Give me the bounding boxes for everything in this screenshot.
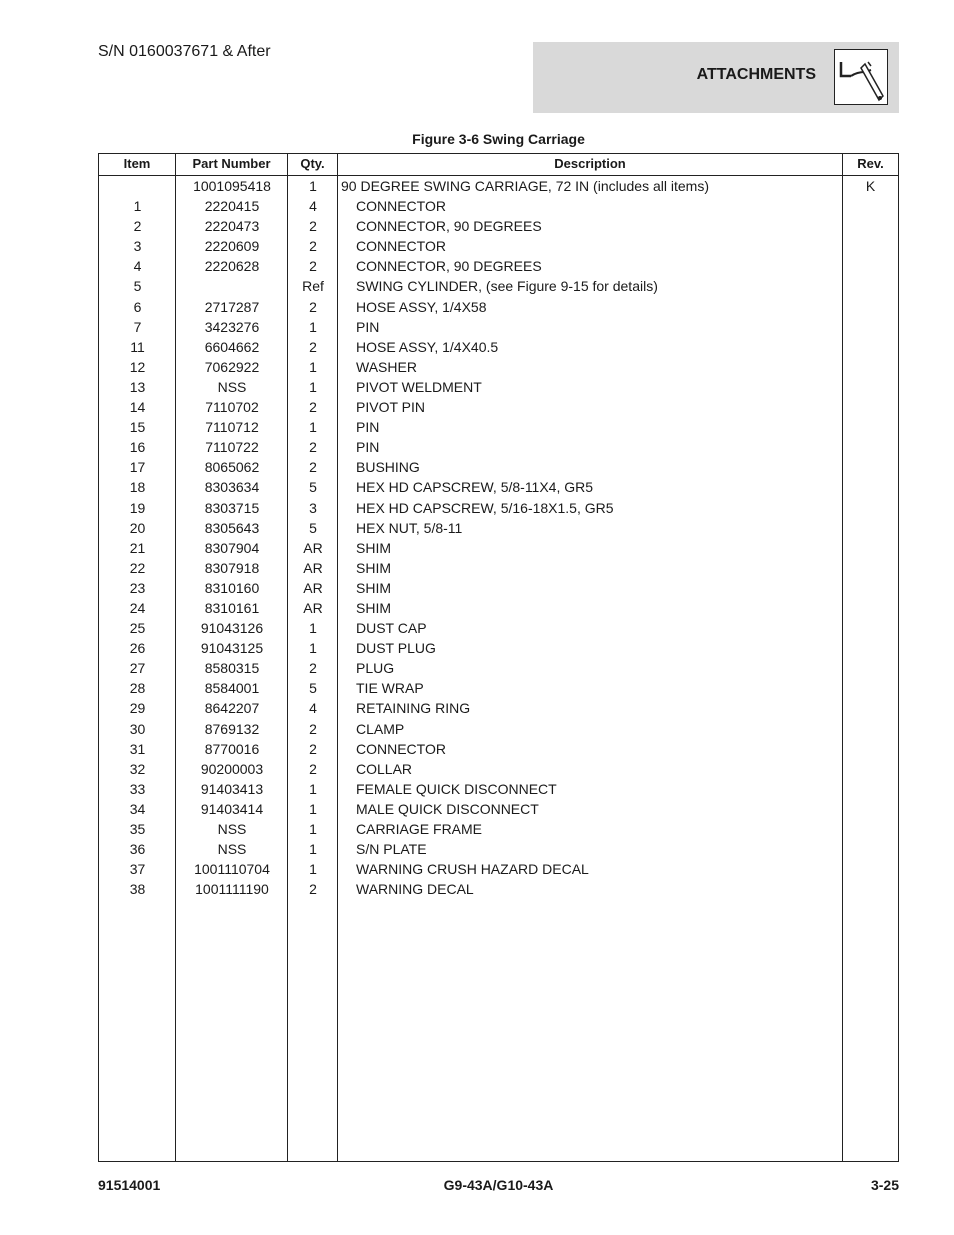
item-cell: 25 (129, 620, 146, 637)
item-cell: 19 (129, 499, 146, 516)
column-header-part-number: Part Number (192, 156, 271, 171)
part-number-cell: 8769132 (204, 720, 260, 737)
qty-cell: AR (303, 599, 323, 616)
part-number-cell: 1001110704 (194, 861, 270, 878)
table-row (99, 658, 898, 678)
item-cell: 13 (129, 378, 146, 395)
page-number: 3-25 (870, 1177, 899, 1193)
table-row (99, 216, 898, 236)
table-row (99, 417, 898, 437)
item-cell: 36 (129, 841, 146, 858)
part-number-cell: 91043125 (200, 640, 264, 657)
description-cell: 90 DEGREE SWING CARRIAGE, 72 IN (includes all items) (341, 178, 709, 194)
column-header-item: Item (123, 156, 151, 171)
qty-cell: 1 (309, 378, 317, 395)
qty-cell: 2 (309, 881, 317, 898)
part-number-cell: 8580315 (204, 660, 260, 677)
rev-cell: K (865, 178, 876, 194)
part-number-cell: 1001111190 (195, 881, 269, 898)
table-row (99, 698, 898, 718)
qty-cell: 1 (309, 841, 317, 858)
part-number-cell: 90200003 (200, 760, 264, 777)
table-row (99, 719, 898, 739)
item-cell: 27 (129, 660, 146, 677)
description-cell: SHIM (356, 599, 391, 616)
qty-cell: AR (303, 579, 323, 596)
item-cell: 34 (129, 800, 146, 817)
item-cell: 5 (133, 278, 142, 295)
figure-title: Figure 3-6 Swing Carriage (412, 131, 585, 147)
part-number-cell: 8307918 (204, 559, 260, 576)
qty-cell: 1 (309, 640, 317, 657)
item-cell: 20 (129, 519, 146, 536)
part-number-cell: 8770016 (204, 740, 260, 757)
table-row (99, 879, 898, 899)
item-cell: 7 (133, 318, 142, 335)
table-row (99, 578, 898, 598)
description-cell: CARRIAGE FRAME (356, 821, 483, 837)
description-cell: HEX HD CAPSCREW, 5/8-11X4, GR5 (356, 479, 594, 496)
description-cell: COLLAR (356, 760, 413, 777)
part-number-cell: 2220415 (204, 198, 260, 215)
description-cell: FEMALE QUICK DISCONNECT (356, 780, 557, 797)
table-row (99, 759, 898, 779)
qty-cell: 1 (309, 358, 317, 375)
description-cell: BUSHING (356, 459, 420, 476)
item-cell: 14 (129, 399, 146, 416)
serial-number: S/N 0160037671 & After (98, 43, 271, 60)
table-row (99, 477, 898, 497)
item-cell: 30 (129, 720, 146, 737)
item-cell: 21 (129, 539, 146, 556)
qty-cell: AR (303, 559, 323, 576)
description-cell: HEX NUT, 5/8-11 (356, 519, 463, 536)
item-cell: 22 (129, 559, 146, 576)
part-number-cell: 8065062 (204, 459, 260, 476)
description-cell: PIN (356, 419, 380, 436)
parts-table (98, 153, 899, 1162)
item-cell: 16 (129, 439, 146, 456)
table-row (99, 598, 898, 618)
qty-cell: 1 (309, 780, 317, 797)
table-row (99, 638, 898, 658)
table-row (99, 518, 898, 538)
description-cell: MALE QUICK DISCONNECT (356, 800, 539, 817)
table-row (99, 276, 898, 296)
part-number-cell: 8310160 (204, 579, 260, 596)
description-cell: CONNECTOR (356, 740, 446, 757)
part-number-cell: 8642207 (204, 700, 260, 717)
qty-cell: 2 (309, 720, 317, 737)
table-row (99, 377, 898, 397)
qty-cell: 2 (309, 660, 317, 677)
description-cell: WASHER (356, 358, 417, 375)
description-cell: CONNECTOR (356, 238, 446, 255)
table-row (99, 618, 898, 638)
description-cell: PIVOT PIN (356, 399, 425, 416)
table-row (99, 176, 898, 196)
table-row (99, 558, 898, 578)
item-cell: 26 (129, 640, 146, 657)
part-number-cell: 2220609 (204, 238, 260, 255)
qty-cell: 2 (309, 338, 317, 355)
item-cell: 33 (129, 780, 146, 797)
column-header-rev: Rev. (857, 156, 884, 171)
qty-cell: 2 (309, 760, 317, 777)
description-cell: HOSE ASSY, 1/4X40.5 (356, 338, 499, 355)
item-cell: 29 (129, 700, 146, 717)
qty-cell: 1 (309, 419, 317, 436)
item-cell: 28 (129, 680, 146, 697)
item-cell: 38 (129, 881, 146, 898)
part-number-cell: 8307904 (204, 539, 260, 556)
table-row (99, 317, 898, 337)
part-number-cell: 2220628 (204, 258, 260, 275)
description-cell: CLAMP (356, 720, 405, 737)
description-cell: PLUG (356, 660, 395, 677)
table-row (99, 397, 898, 417)
description-cell: SWING CYLINDER, (see Figure 9-15 for details) (356, 278, 658, 295)
item-cell: 15 (129, 419, 146, 436)
part-number-cell: 8303715 (204, 499, 260, 516)
part-number-cell: 7110722 (205, 439, 259, 456)
qty-cell: 4 (309, 700, 317, 717)
item-cell: 35 (129, 821, 146, 837)
description-cell: CONNECTOR (356, 198, 446, 215)
doc-number: 91514001 (98, 1177, 161, 1193)
qty-cell: 5 (309, 479, 317, 496)
qty-cell: 2 (309, 740, 317, 757)
description-cell: PIVOT WELDMENT (356, 378, 482, 395)
qty-cell: 1 (309, 861, 317, 878)
item-cell: 17 (129, 459, 146, 476)
table-row (99, 196, 898, 216)
qty-cell: 2 (309, 399, 317, 416)
qty-cell: 2 (309, 218, 317, 235)
table-row (99, 357, 898, 377)
section-title: ATTACHMENTS (696, 66, 816, 83)
part-number-cell: 2717287 (204, 298, 260, 315)
item-cell: 23 (129, 579, 146, 596)
model-number: G9-43A/G10-43A (443, 1177, 554, 1193)
description-cell: S/N PLATE (356, 841, 427, 858)
part-number-cell: 6604662 (204, 338, 260, 355)
item-cell: 37 (129, 861, 146, 878)
item-cell: 18 (129, 479, 146, 496)
table-row (99, 819, 898, 839)
part-number-cell: NSS (217, 821, 247, 837)
description-cell: TIE WRAP (356, 680, 424, 697)
description-cell: SHIM (356, 559, 391, 576)
item-cell: 32 (129, 760, 146, 777)
part-number-cell: 3423276 (204, 318, 260, 335)
part-number-cell: 8584001 (204, 680, 260, 697)
qty-cell: 2 (309, 238, 317, 255)
attachment-fork-icon (834, 49, 888, 105)
table-row (99, 799, 898, 819)
description-cell: HEX HD CAPSCREW, 5/16-18X1.5, GR5 (356, 499, 614, 516)
table-row (99, 236, 898, 256)
table-row (99, 337, 898, 357)
table-row (99, 859, 898, 879)
qty-cell: 2 (309, 439, 317, 456)
part-number-cell: 7110702 (205, 399, 259, 416)
description-cell: DUST CAP (356, 620, 427, 637)
table-row (99, 779, 898, 799)
item-cell: 12 (129, 358, 146, 375)
part-number-cell: 91043126 (200, 620, 264, 637)
description-cell: SHIM (356, 539, 391, 556)
part-number-cell: NSS (217, 841, 247, 858)
item-cell: 6 (133, 298, 142, 315)
part-number-cell: 2220473 (204, 218, 260, 235)
item-cell: 3 (133, 238, 142, 255)
table-row (99, 839, 898, 859)
part-number-cell: 8305643 (204, 519, 260, 536)
table-row (99, 739, 898, 759)
qty-cell: 5 (309, 519, 317, 536)
part-number-cell: 8310161 (204, 599, 260, 616)
qty-cell: 3 (309, 499, 317, 516)
column-header-qty: Qty. (300, 156, 325, 171)
description-cell: CONNECTOR, 90 DEGREES (356, 218, 542, 235)
qty-cell: 2 (309, 459, 317, 476)
column-header-description: Description (554, 156, 626, 171)
qty-cell: 1 (309, 821, 317, 837)
qty-cell: 1 (309, 620, 317, 637)
qty-cell: 5 (309, 680, 317, 697)
qty-cell: Ref (302, 278, 324, 295)
part-number-cell: 91403413 (200, 780, 264, 797)
table-row (99, 437, 898, 457)
section-header (533, 42, 899, 113)
qty-cell: 4 (309, 198, 317, 215)
part-number-cell: 7110712 (205, 419, 259, 436)
table-row (99, 457, 898, 477)
description-cell: CONNECTOR, 90 DEGREES (356, 258, 542, 275)
part-number-cell: 91403414 (200, 800, 264, 817)
item-cell: 11 (130, 338, 145, 355)
qty-cell: 1 (309, 800, 317, 817)
item-cell: 4 (133, 258, 142, 275)
table-row (99, 256, 898, 276)
table-row (99, 678, 898, 698)
part-number-cell: 8303634 (204, 479, 260, 496)
description-cell: WARNING CRUSH HAZARD DECAL (356, 861, 589, 878)
qty-cell: 1 (309, 178, 317, 194)
qty-cell: 2 (309, 258, 317, 275)
description-cell: WARNING DECAL (356, 881, 474, 898)
description-cell: DUST PLUG (356, 640, 436, 657)
table-row (99, 538, 898, 558)
qty-cell: 1 (309, 318, 317, 335)
description-cell: PIN (356, 318, 380, 335)
item-cell: 1 (133, 198, 142, 215)
item-cell: 31 (129, 740, 146, 757)
qty-cell: 2 (309, 298, 317, 315)
item-cell: 2 (133, 218, 142, 235)
part-number-cell: NSS (217, 378, 247, 395)
table-body (99, 176, 898, 899)
description-cell: HOSE ASSY, 1/4X58 (356, 298, 487, 315)
item-cell: 24 (129, 599, 146, 616)
description-cell: RETAINING RING (356, 700, 471, 717)
qty-cell: AR (303, 539, 323, 556)
table-row (99, 297, 898, 317)
description-cell: SHIM (356, 579, 391, 596)
part-number-cell: 7062922 (204, 358, 260, 375)
table-row (99, 498, 898, 518)
part-number-cell: 1001095418 (193, 178, 271, 194)
description-cell: PIN (356, 439, 380, 456)
